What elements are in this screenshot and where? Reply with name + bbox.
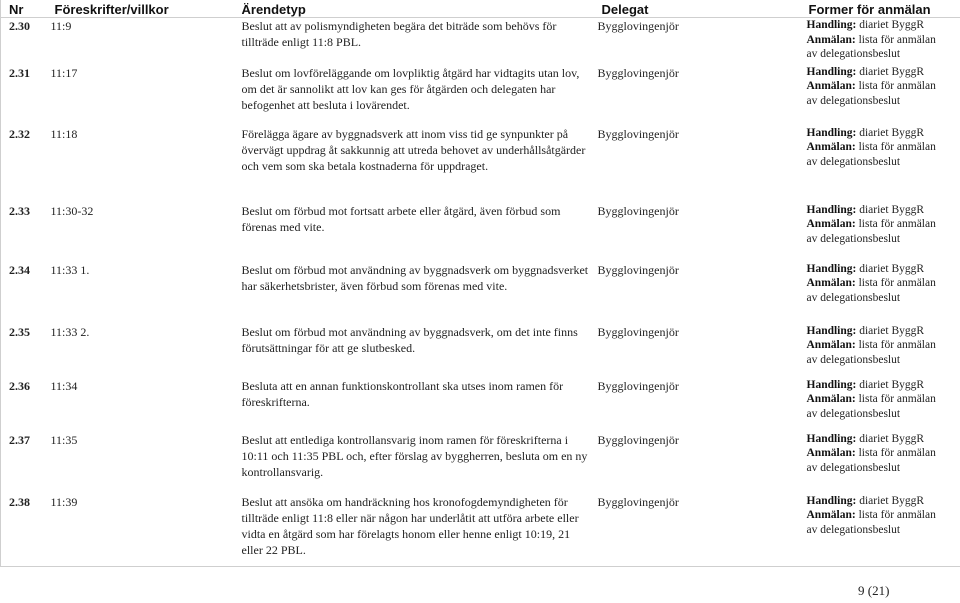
delegationsbeslut-line: av delegationsbeslut: [806, 155, 901, 168]
table-row: [1, 203, 960, 262]
table-body: [1, 18, 960, 567]
handling-label: Handling:: [806, 378, 857, 391]
row-nr: 2.36: [9, 378, 30, 393]
row-reference: 11:18: [50, 126, 78, 141]
row-arendetyp: Beslut att av polismyndigheten begära det biträde som behövs för tillträde enligt 11:8 PBL.: [241, 19, 557, 49]
row-nr: 2.32: [9, 126, 30, 141]
table-row: [1, 378, 960, 432]
former-anmalan-line: [807, 392, 957, 407]
row-reference: 11:9: [50, 19, 72, 33]
table-row: [1, 65, 960, 126]
row-former: [801, 203, 960, 262]
former-handling-line: [807, 65, 957, 80]
former-handling-line: [807, 18, 957, 33]
row-reference: 11:33 2.: [50, 324, 90, 339]
handling-label: Handling:: [806, 324, 857, 337]
table-row: [1, 324, 960, 378]
row-arendetyp: Beslut om lovföreläggande om lovpliktig åtgärd har vidtagits utan lov, om det är sannolikt att lov kan ges för åtgärden och delegaten har befogenhet att besluta i lovärendet.: [241, 65, 580, 112]
row-reference: 11:34: [50, 378, 78, 393]
row-nr: 2.37: [9, 432, 30, 447]
row-nr: 2.38: [9, 494, 30, 509]
table-row: [1, 18, 960, 65]
anmalan-text: lista för anmälan: [855, 80, 936, 92]
anmalan-label: Anmälan:: [806, 141, 856, 153]
former-anmalan-line: [807, 276, 957, 291]
row-delegat: Bygglovingenjör: [597, 126, 679, 141]
handling-label: Handling:: [806, 262, 857, 275]
table-row: [1, 494, 960, 567]
handling-text: diariet ByggR: [856, 262, 925, 275]
former-handling-line: [807, 432, 957, 447]
row-arendetyp: Besluta att en annan funktionskontrollant ska utses inom ramen för föreskrifterna.: [241, 378, 564, 409]
handling-text: diariet ByggR: [856, 494, 925, 507]
page-number: 9 (21): [858, 583, 890, 598]
anmalan-text: lista för anmälan: [855, 33, 936, 46]
row-former: [801, 432, 960, 494]
header-nr: Nr: [1, 0, 47, 18]
former-anmalan-line: [807, 446, 957, 461]
delegationsbeslut-line: av delegationsbeslut: [806, 461, 901, 474]
row-arendetyp: Beslut att entlediga kontrollansvarig inom ramen för föreskrifterna i 10:11 och 11:35 PBL och, efter förslag av byggherren, besluta om en ny kontrollansvarig.: [241, 432, 588, 479]
row-delegat: Bygglovingenjör: [597, 262, 679, 277]
row-nr: 2.34: [9, 262, 30, 277]
anmalan-label: Anmälan:: [806, 509, 856, 521]
anmalan-label: Anmälan:: [806, 218, 856, 230]
delegationsbeslut-line: av delegationsbeslut: [806, 48, 901, 60]
row-reference: 11:30-32: [50, 203, 94, 218]
handling-text: diariet ByggR: [856, 378, 925, 391]
row-reference: 11:39: [50, 494, 78, 509]
former-anmalan-line: [807, 140, 957, 155]
header-foreskrifter: Föreskrifter/villkor: [47, 0, 234, 18]
handling-text: diariet ByggR: [856, 203, 925, 216]
row-reference: 11:17: [50, 65, 78, 80]
row-delegat: Bygglovingenjör: [597, 65, 679, 80]
row-arendetyp: Beslut om förbud mot fortsatt arbete eller åtgärd, även förbud som förenas med vite.: [241, 203, 561, 234]
row-nr: 2.30: [9, 19, 30, 33]
table-header-row: [1, 0, 960, 18]
former-handling-line: [807, 378, 957, 393]
handling-label: Handling:: [806, 65, 857, 78]
anmalan-text: lista för anmälan: [855, 393, 936, 405]
delegationsbeslut-line: av delegationsbeslut: [806, 523, 901, 536]
row-reference: 11:33 1.: [50, 262, 90, 277]
row-former: [801, 324, 960, 378]
row-delegat: Bygglovingenjör: [597, 324, 679, 339]
anmalan-text: lista för anmälan: [855, 447, 936, 459]
row-delegat: Bygglovingenjör: [597, 378, 679, 393]
anmalan-label: Anmälan:: [806, 447, 856, 459]
handling-label: Handling:: [806, 203, 857, 216]
row-delegat: Bygglovingenjör: [597, 494, 679, 509]
row-arendetyp: Beslut om förbud mot användning av byggnadsverk, om det inte finns förutsättningar för att ge slutbesked.: [241, 324, 578, 355]
anmalan-text: lista för anmälan: [855, 277, 936, 289]
header-former: Former för anmälan: [801, 0, 960, 18]
former-handling-line: [807, 494, 957, 509]
row-arendetyp: Beslut att ansöka om handräckning hos kronofogdemyndigheten för tillträde enligt 11:8 eller när någon har underlåtit att utföra arbete eller vidta en åtgärd som har förelagts honom eller henne enligt 10:19, 21 eller 22 PBL.: [241, 494, 579, 557]
handling-text: diariet ByggR: [856, 65, 925, 78]
delegationsbeslut-line: av delegationsbeslut: [806, 291, 901, 304]
row-nr: 2.33: [9, 203, 30, 218]
row-arendetyp: Förelägga ägare av byggnadsverk att inom viss tid ge synpunkter på övervägt uppdrag åt sakkunnig att utreda behovet av underhållsåtgärder och vem som ska betala kostnaderna för uppdraget.: [241, 126, 586, 173]
delegationsbeslut-line: av delegationsbeslut: [806, 353, 901, 366]
former-anmalan-line: [807, 217, 957, 232]
row-arendetyp: Beslut om förbud mot användning av byggnadsverk om byggnadsverket har säkerhetsbrister, även förbud som förenas med vite.: [241, 262, 589, 293]
row-former: [801, 18, 960, 65]
anmalan-label: Anmälan:: [806, 80, 856, 92]
row-former: [801, 126, 960, 203]
anmalan-text: lista för anmälan: [855, 509, 936, 521]
anmalan-label: Anmälan:: [806, 277, 856, 289]
former-anmalan-line: [807, 79, 957, 94]
anmalan-text: lista för anmälan: [855, 339, 936, 351]
former-handling-line: [807, 324, 957, 339]
handling-label: Handling:: [806, 19, 857, 31]
handling-label: Handling:: [806, 432, 857, 445]
delegationsbeslut-line: av delegationsbeslut: [806, 94, 901, 107]
header-arendetyp: Ärendetyp: [234, 0, 594, 18]
row-delegat: Bygglovingenjör: [597, 203, 679, 218]
former-handling-line: [807, 126, 957, 141]
row-former: [801, 65, 960, 126]
former-handling-line: [807, 262, 957, 277]
table-row: [1, 432, 960, 494]
row-former: [801, 378, 960, 432]
row-former: [801, 494, 960, 567]
handling-label: Handling:: [806, 126, 857, 139]
row-delegat: Bygglovingenjör: [597, 432, 679, 447]
table-row: [1, 126, 960, 203]
former-handling-line: [807, 203, 957, 218]
anmalan-text: lista för anmälan: [855, 141, 936, 153]
anmalan-text: lista för anmälan: [855, 218, 936, 230]
former-anmalan-line: [807, 338, 957, 353]
former-anmalan-line: [807, 508, 957, 523]
handling-text: diariet ByggR: [856, 19, 925, 31]
row-delegat: Bygglovingenjör: [597, 19, 679, 33]
anmalan-label: Anmälan:: [806, 393, 856, 405]
delegationsbeslut-line: av delegationsbeslut: [806, 407, 901, 420]
anmalan-label: Anmälan:: [806, 33, 856, 46]
handling-text: diariet ByggR: [856, 432, 925, 445]
row-reference: 11:35: [50, 432, 78, 447]
handling-text: diariet ByggR: [856, 126, 925, 139]
handling-label: Handling:: [806, 494, 857, 507]
delegationsbeslut-line: av delegationsbeslut: [806, 232, 901, 245]
row-nr: 2.35: [9, 324, 30, 339]
row-nr: 2.31: [9, 65, 30, 80]
handling-text: diariet ByggR: [856, 324, 925, 337]
table-row: [1, 262, 960, 324]
row-former: [801, 262, 960, 324]
former-anmalan-line: [807, 33, 957, 48]
header-delegat: Delegat: [594, 0, 801, 18]
anmalan-label: Anmälan:: [806, 339, 856, 351]
